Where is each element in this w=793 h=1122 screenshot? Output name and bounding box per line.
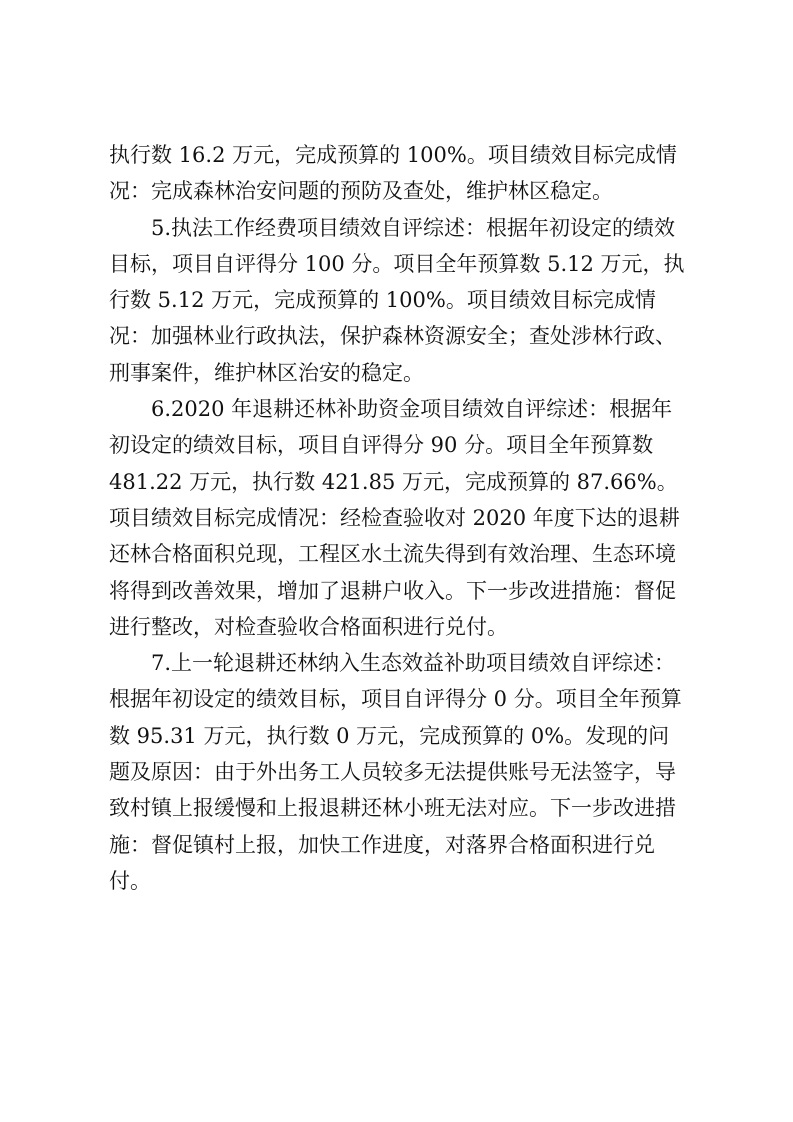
body-text — [109, 137, 689, 899]
paragraph-item-6: 6.2020 年退耕还林补助资金项目绩效自评综述：根据年初设定的绩效目标，项目自评得分 90 分。项目全年预算数 481.22 万元，执行数 421.85 万元，完成预算的 87.66%。项目绩效目标完成情况：经检查验收对 2020 年度下达的退耕还林合格面积兑现，工程区水土流失得到有效治理、生态环境将得到改善效果，增加了退耕户收入。下一步改进措施：督促进行整改，对检查验收合格面积进行兑付。 — [109, 397, 680, 639]
paragraph-item-7: 7.上一轮退耕还林纳入生态效益补助项目绩效自评综述：根据年初设定的绩效目标，项目自评得分 0 分。项目全年预算数 95.31 万元，执行数 0 万元，完成预算的 0%。发现的问题及原因：由于外出务工人员较多无法提供账号无法签字，导致村镇上报缓慢和上报退耕还林小班无法对应。下一步改进措施：督促镇村上报，加快工作进度，对落界合格面积进行兑付。 — [109, 651, 682, 893]
paragraph-continuation: 执行数 16.2 万元，完成预算的 100%。项目绩效目标完成情况：完成森林治安问题的预防及查处，维护林区稳定。 — [109, 143, 677, 204]
paragraph-item-5: 5.执法工作经费项目绩效自评综述：根据年初设定的绩效目标，项目自评得分 100 分。项目全年预算数 5.12 万元，执行数 5.12 万元，完成预算的 100%。项目绩效目标完成情况：加强林业行政执法，保护森林资源安全；查处涉林行政、刑事案件，维护林区治安的稳定。 — [109, 215, 685, 385]
